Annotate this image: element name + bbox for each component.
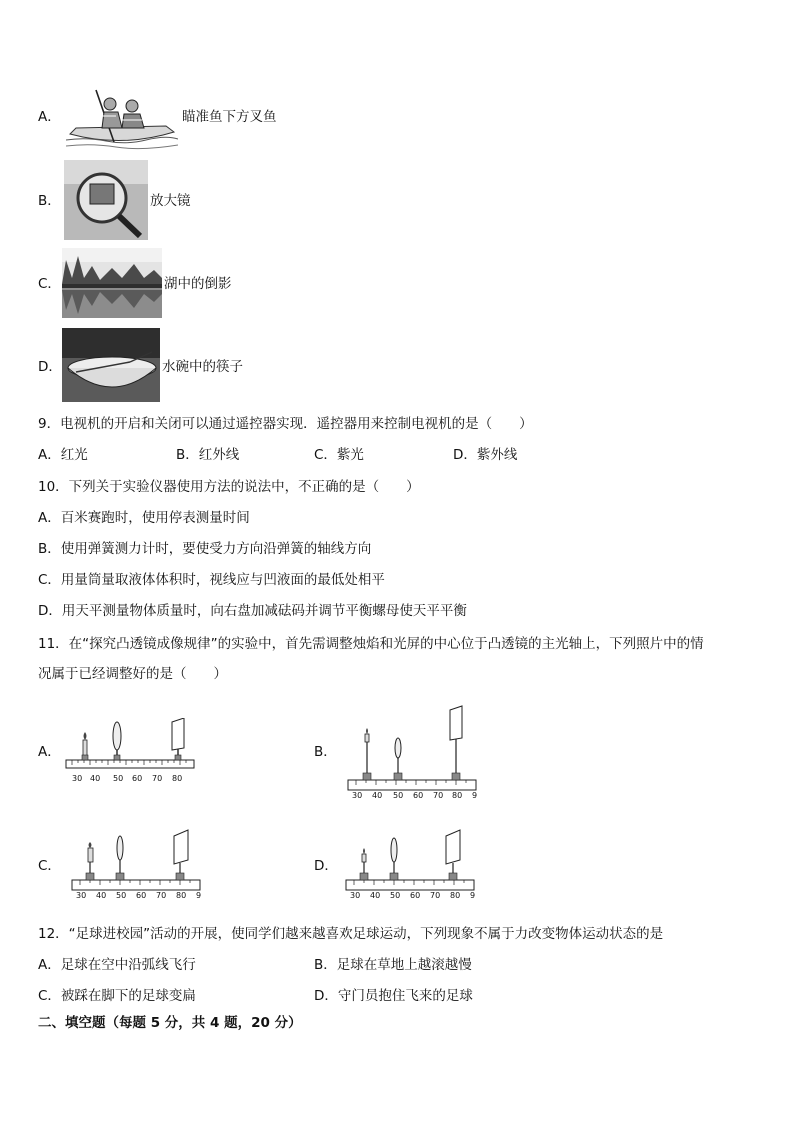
chopsticks-in-bowl-photo — [62, 328, 160, 402]
q11-option-c-letter: C． — [38, 858, 61, 874]
q11-b-tick-70: 70 — [433, 791, 444, 800]
q11-d-tick-30: 30 — [350, 891, 361, 900]
q8-option-b-letter: B． — [38, 193, 61, 209]
q11-a-tick-80: 80 — [172, 774, 183, 783]
magnifying-glass-photo — [64, 160, 148, 240]
q11-option-d-letter: D． — [314, 858, 338, 874]
q11-d-tick-70: 70 — [430, 891, 441, 900]
q9-stem: 9．电视机的开启和关闭可以通过遥控器实现．遥控器用来控制电视机的是（ ） — [38, 416, 533, 432]
optical-bench-d — [344, 828, 476, 894]
q11-c-tick-40: 40 — [96, 891, 107, 900]
q9-option-c: C．紫光 — [314, 447, 364, 463]
q11-option-b-letter: B． — [314, 744, 337, 760]
q11-b-tick-80: 80 — [452, 791, 463, 800]
q11-stem-line1: 11．在“探究凸透镜成像规律”的实验中，首先需调整烛焰和光屏的中心位于凸透镜的主光轴上，下列照片中的情 — [38, 636, 704, 652]
q12-stem: 12．“足球进校园”活动的开展，使同学们越来越喜欢足球运动，下列现象不属于力改变物体运动状态的是 — [38, 926, 664, 942]
q11-c-tick-60: 60 — [136, 891, 147, 900]
optical-bench-c — [70, 828, 202, 894]
q11-c-tick-90: 9 — [196, 891, 202, 900]
q11-d-tick-50: 50 — [390, 891, 401, 900]
q11-stem-line2: 况属于已经调整好的是（ ） — [38, 666, 227, 682]
q12-option-d: D．守门员抱住飞来的足球 — [314, 988, 473, 1004]
q8-option-b-caption: 放大镜 — [150, 193, 191, 209]
q11-c-tick-50: 50 — [116, 891, 127, 900]
q8-option-a-letter: A． — [38, 109, 61, 125]
q11-b-tick-60: 60 — [413, 791, 424, 800]
q11-d-tick-80: 80 — [450, 891, 461, 900]
q11-a-tick-40: 40 — [90, 774, 101, 783]
q10-option-a: A．百米赛跑时，使用停表测量时间 — [38, 510, 250, 526]
q11-option-a-letter: A． — [38, 744, 61, 760]
q11-c-tick-80: 80 — [176, 891, 187, 900]
q8-option-c-caption: 湖中的倒影 — [164, 276, 232, 292]
q9-option-d: D．紫外线 — [453, 447, 518, 463]
q11-a-tick-70: 70 — [152, 774, 163, 783]
q10-option-d: D．用天平测量物体质量时，向右盘加减砝码并调节平衡螺母使天平平衡 — [38, 603, 467, 619]
q10-option-c: C．用量筒量取液体体积时，视线应与凹液面的最低处相平 — [38, 572, 385, 588]
q11-c-tick-70: 70 — [156, 891, 167, 900]
q8-option-d-caption: 水碗中的筷子 — [162, 359, 243, 375]
q11-a-tick-60: 60 — [132, 774, 143, 783]
q12-option-a: A．足球在空中沿弧线飞行 — [38, 957, 196, 973]
q11-d-tick-90: 9 — [470, 891, 476, 900]
q10-option-b: B．使用弹簧测力计时，要使受力方向沿弹簧的轴线方向 — [38, 541, 372, 557]
q11-c-tick-30: 30 — [76, 891, 87, 900]
q12-option-c: C．被踩在脚下的足球变扁 — [38, 988, 196, 1004]
q11-b-tick-40: 40 — [372, 791, 383, 800]
q11-b-tick-50: 50 — [393, 791, 404, 800]
q11-a-tick-50: 50 — [113, 774, 124, 783]
optical-bench-b — [346, 704, 478, 792]
lake-reflection-photo — [62, 248, 162, 318]
section-heading-fill-in: 二、填空题（每题 5 分，共 4 题，20 分） — [38, 1015, 302, 1031]
q11-b-tick-30: 30 — [352, 791, 363, 800]
q11-d-tick-60: 60 — [410, 891, 421, 900]
q9-option-a: A．红光 — [38, 447, 88, 463]
fishing-boat-illustration — [66, 82, 178, 154]
q8-option-c-letter: C． — [38, 276, 61, 292]
q11-d-tick-40: 40 — [370, 891, 381, 900]
q12-option-b: B．足球在草地上越滚越慢 — [314, 957, 472, 973]
q11-a-tick-30: 30 — [72, 774, 83, 783]
q8-option-d-letter: D． — [38, 359, 62, 375]
q9-option-b: B．红外线 — [176, 447, 240, 463]
q11-b-tick-90: 9 — [472, 791, 478, 800]
q10-stem: 10．下列关于实验仪器使用方法的说法中，不正确的是（ ） — [38, 479, 420, 495]
q8-option-a-caption: 瞄准鱼下方叉鱼 — [182, 109, 277, 125]
